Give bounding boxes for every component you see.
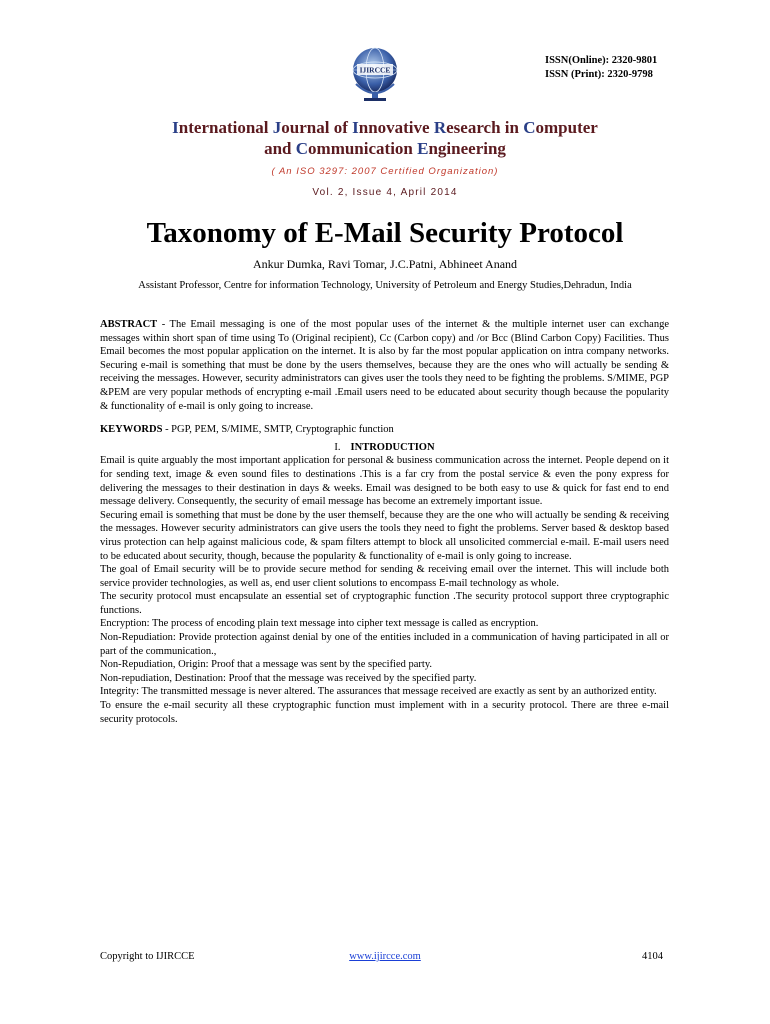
- journal-name: [0, 117, 770, 159]
- keywords: [100, 423, 669, 437]
- abstract: [100, 318, 669, 413]
- issn-block: [545, 54, 657, 82]
- journal-name-segment: esearch in: [446, 118, 524, 137]
- paper-authors: Ankur Dumka, Ravi Tomar, J.C.Patni, Abhineet Anand: [252, 257, 518, 271]
- paragraph: Non-repudiation, Destination: Proof that the message was received by the specified party.: [100, 672, 477, 684]
- section-heading: [100, 441, 669, 455]
- paragraph: The goal of Email security will be to provide secure method for sending & receiving email over the internet. This will include both service provider technologies, as well as, end user client solutions to encompass E-mail technology as whole.: [100, 564, 669, 589]
- journal-name-segment: E: [417, 139, 429, 158]
- section-number: I.: [334, 441, 341, 453]
- keywords-text: - PGP, PEM, S/MIME, SMTP, Cryptographic function: [162, 424, 394, 436]
- journal-name-segment: and: [264, 139, 296, 158]
- journal-name-segment: R: [433, 118, 447, 137]
- website-link[interactable]: www.ijircce.com: [349, 951, 421, 962]
- journal-logo: [344, 44, 406, 106]
- iso-certification: ( An ISO 3297: 2007 Certified Organization): [271, 166, 499, 177]
- volume-issue: Vol. 2, Issue 4, April 2014: [312, 187, 458, 198]
- journal-name-segment: nnovative: [358, 118, 434, 137]
- journal-name-segment: I: [352, 118, 359, 137]
- issn-print: ISSN (Print): 2320-9798: [545, 69, 653, 80]
- page-number: 4104: [642, 951, 663, 962]
- logo-text: IJIRCCE: [359, 65, 391, 75]
- journal-name-line1: [0, 117, 770, 138]
- issn-online: ISSN(Online): 2320-9801: [545, 55, 658, 66]
- paragraph: The security protocol must encapsulate an essential set of cryptographic function .The security protocol support three cryptographic functions.: [100, 591, 669, 616]
- journal-name-segment: ommunication: [308, 139, 418, 158]
- journal-name-segment: C: [523, 118, 536, 137]
- journal-name-segment: J: [272, 118, 282, 137]
- abstract-label: ABSTRACT: [100, 319, 158, 330]
- journal-name-segment: ournal of: [281, 118, 353, 137]
- journal-name-segment: omputer: [535, 118, 598, 137]
- paragraph: To ensure the e-mail security all these cryptographic function must implement with in a security protocol. There are three e-mail security protocols.: [100, 700, 669, 725]
- journal-name-segment: nternational: [178, 118, 273, 137]
- journal-name-segment: I: [172, 118, 179, 137]
- paragraph: Email is quite arguably the most important application for personal & business communication across the internet. People depend on it for sending text, image & even sound files to destinations .This is a far cry from the postal service & even the pony express for delivering the messages to their destination in days & weeks. Email was designed to be both easy to use & quick for fast end to end message delivery. Consequently, the security of email message has become an extremely important issue.: [100, 455, 669, 508]
- paragraph: Securing email is something that must be done by the user themself, because they are the one who will actually be sending & receiving the messages. However security administrators can give users the tools they need to fight the problems. Server based & desktop based virus protection can help against malicious code, & spam filters attempt to block all unsolicited commercial e-mail. E-mail users need to be educated about security, though, because the popularity & functionality of e-mail is only going to increase.: [100, 509, 669, 562]
- globe-icon: [344, 44, 406, 106]
- paragraph: Non-Repudiation: Provide protection against denial by one of the entities included in a communication of having participated in all or part of the communication.,: [100, 632, 669, 657]
- paper-body: [100, 318, 669, 726]
- paper-title: Taxonomy of E-Mail Security Protocol: [146, 217, 624, 249]
- keywords-label: KEYWORDS: [100, 424, 163, 436]
- paper-affiliation: Assistant Professor, Centre for information Technology, University of Petroleum and Energy Studies,Dehradun, India: [138, 280, 632, 291]
- paragraph: Encryption: The process of encoding plain text message into cipher text message is called as encryption.: [100, 618, 539, 630]
- journal-name-segment: ngineering: [428, 139, 506, 158]
- paragraph: Non-Repudiation, Origin: Proof that a message was sent by the specified party.: [100, 659, 433, 671]
- paragraph: Integrity: The transmitted message is never altered. The assurances that message received are exactly as sent by an authorized entity.: [100, 686, 657, 698]
- footer-copyright: Copyright to IJIRCCE: [100, 951, 195, 962]
- abstract-text: - The Email messaging is one of the most popular uses of the internet & the multiple internet user can exchange messages within short span of time using To (Original recipient), Cc (Carbon copy) and /or Bcc (Blind Carbon Copy) Facilities. Thus Email becomes the most popular application on the internet. It is also by far the most popular application on intra company networks. Securing e-mail is something that must be done by the users themselves, because they are the ones who will actually be sending & receiving the messages. However, security administrators can gives user the tools they need to be fighting the problems. S/MIME, PGP &PEM are very popular methods of encrypting e-mail .Email users need to be educated about security though because the popularity & functionality of e-mail is only going to increase.: [100, 319, 669, 412]
- journal-name-line2: [0, 138, 770, 159]
- section-title: INTRODUCTION: [350, 441, 435, 453]
- journal-name-segment: C: [295, 139, 309, 158]
